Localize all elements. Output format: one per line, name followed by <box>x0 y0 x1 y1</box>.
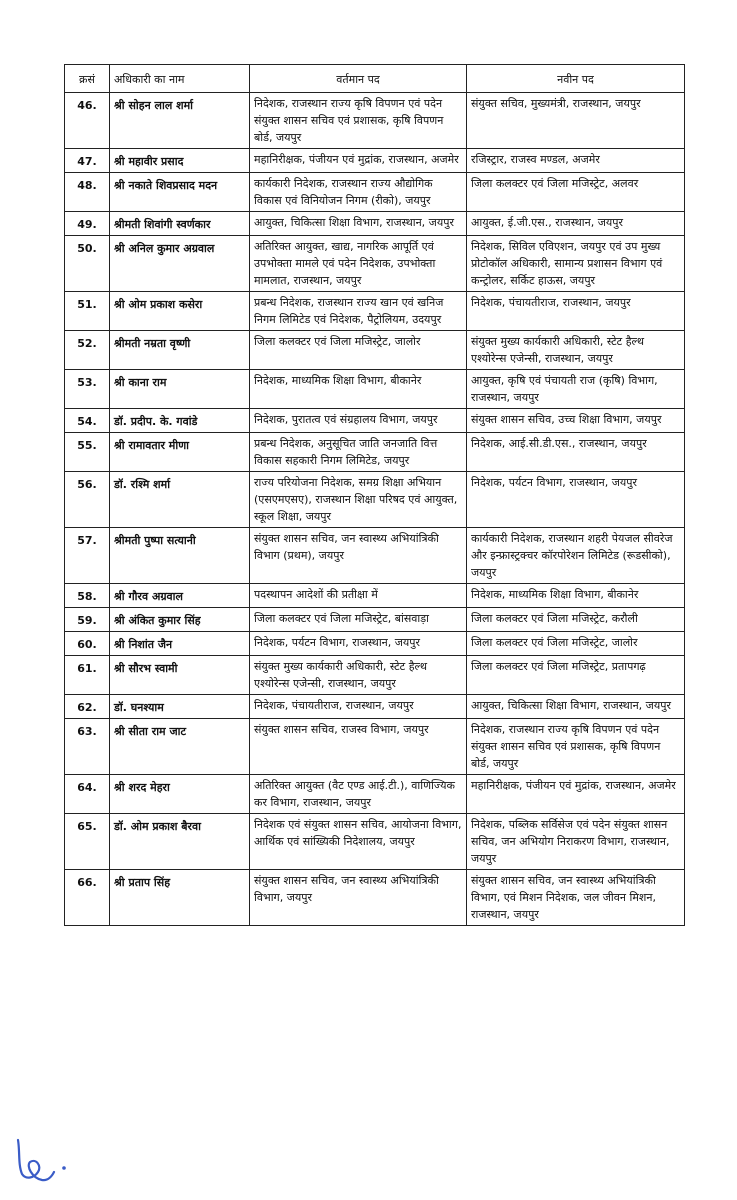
table-row <box>65 656 685 695</box>
header-officer-name: अधिकारी का नाम <box>110 65 250 93</box>
signature-stroke <box>18 1140 54 1180</box>
table-row <box>65 173 685 212</box>
officer-name-cell: श्रीमती नम्रता वृष्णी <box>110 331 250 370</box>
serial-no-cell: 59. <box>65 608 110 632</box>
officer-name-cell: श्री सौरभ स्वामी <box>110 656 250 695</box>
serial-no-cell: 51. <box>65 292 110 331</box>
table-row <box>65 695 685 719</box>
officer-name-cell: श्री सोहन लाल शर्मा <box>110 93 250 149</box>
serial-no-cell: 66. <box>65 870 110 926</box>
current-post-cell: निदेशक, पर्यटन विभाग, राजस्थान, जयपुर <box>250 632 467 656</box>
new-post-cell: निदेशक, माध्यमिक शिक्षा विभाग, बीकानेर <box>467 584 685 608</box>
table-row <box>65 331 685 370</box>
table-row <box>65 775 685 814</box>
table-row <box>65 814 685 870</box>
table-row <box>65 472 685 528</box>
current-post-cell: संयुक्त मुख्य कार्यकारी अधिकारी, स्टेट हैल्थ एश्योरेन्स एजेन्सी, राजस्थान, जयपुर <box>250 656 467 695</box>
officer-name-cell: श्री ओम प्रकाश कसेरा <box>110 292 250 331</box>
current-post-cell: पदस्थापन आदेशों की प्रतीक्षा में <box>250 584 467 608</box>
officer-name-cell: श्री महावीर प्रसाद <box>110 149 250 173</box>
officer-name-cell: श्री शरद मेहरा <box>110 775 250 814</box>
current-post-cell: निदेशक, पुरातत्व एवं संग्रहालय विभाग, जयपुर <box>250 409 467 433</box>
new-post-cell: कार्यकारी निदेशक, राजस्थान शहरी पेयजल सीवरेज और इन्फ्रास्ट्रक्चर कॉरपोरेशन लिमिटेड (रूडसीको), जयपुर <box>467 528 685 584</box>
officer-name-cell: डॉ. ओम प्रकाश बैरवा <box>110 814 250 870</box>
serial-no-cell: 54. <box>65 409 110 433</box>
current-post-cell: अतिरिक्त आयुक्त, खाद्य, नागरिक आपूर्ति एवं उपभोक्ता मामले एवं पदेन निदेशक, उपभोक्ता मामलात, राजस्थान, जयपुर <box>250 236 467 292</box>
officer-name-cell: श्री नकाते शिवप्रसाद मदन <box>110 173 250 212</box>
header-current-post: वर्तमान पद <box>250 65 467 93</box>
serial-no-cell: 53. <box>65 370 110 409</box>
new-post-cell: आयुक्त, चिकित्सा शिक्षा विभाग, राजस्थान, जयपुर <box>467 695 685 719</box>
header-serial-no: क्रसं <box>65 65 110 93</box>
serial-no-cell: 65. <box>65 814 110 870</box>
current-post-cell: राज्य परियोजना निदेशक, समग्र शिक्षा अभियान (एसएमएसए), राजस्थान शिक्षा परिषद एवं आयुक्त, स्कूल शिक्षा, जयपुर <box>250 472 467 528</box>
serial-no-cell: 63. <box>65 719 110 775</box>
new-post-cell: जिला कलक्टर एवं जिला मजिस्ट्रेट, प्रतापगढ़ <box>467 656 685 695</box>
serial-no-cell: 58. <box>65 584 110 608</box>
officer-name-cell: श्री अनिल कुमार अग्रवाल <box>110 236 250 292</box>
table-row <box>65 528 685 584</box>
new-post-cell: जिला कलक्टर एवं जिला मजिस्ट्रेट, करौली <box>467 608 685 632</box>
new-post-cell: आयुक्त, ई.जी.एस., राजस्थान, जयपुर <box>467 212 685 236</box>
signature-mark <box>10 1128 70 1188</box>
transfer-order-table <box>64 64 685 926</box>
serial-no-cell: 62. <box>65 695 110 719</box>
current-post-cell: संयुक्त शासन सचिव, राजस्व विभाग, जयपुर <box>250 719 467 775</box>
new-post-cell: निदेशक, पब्लिक सर्विसेज एवं पदेन संयुक्त शासन सचिव, जन अभियोग निराकरण विभाग, राजस्थान, जयपुर <box>467 814 685 870</box>
serial-no-cell: 55. <box>65 433 110 472</box>
table-row <box>65 608 685 632</box>
new-post-cell: निदेशक, सिविल एविएशन, जयपुर एवं उप मुख्य प्रोटोकॉल अधिकारी, सामान्य प्रशासन विभाग एवं कन्ट्रोलर, सर्किट हाऊस, जयपुर <box>467 236 685 292</box>
table-row <box>65 870 685 926</box>
new-post-cell: निदेशक, राजस्थान राज्य कृषि विपणन एवं पदेन संयुक्त शासन सचिव एवं प्रशासक, कृषि विपणन बोर्ड, जयपुर <box>467 719 685 775</box>
new-post-cell: निदेशक, पंचायतीराज, राजस्थान, जयपुर <box>467 292 685 331</box>
officer-name-cell: डॉ. घनश्याम <box>110 695 250 719</box>
current-post-cell: महानिरीक्षक, पंजीयन एवं मुद्रांक, राजस्थान, अजमेर <box>250 149 467 173</box>
table-row <box>65 409 685 433</box>
new-post-cell: आयुक्त, कृषि एवं पंचायती राज (कृषि) विभाग, राजस्थान, जयपुर <box>467 370 685 409</box>
new-post-cell: संयुक्त सचिव, मुख्यमंत्री, राजस्थान, जयपुर <box>467 93 685 149</box>
table-row <box>65 292 685 331</box>
serial-no-cell: 57. <box>65 528 110 584</box>
serial-no-cell: 52. <box>65 331 110 370</box>
new-post-cell: निदेशक, आई.सी.डी.एस., राजस्थान, जयपुर <box>467 433 685 472</box>
serial-no-cell: 60. <box>65 632 110 656</box>
signature-dot <box>62 1166 66 1170</box>
new-post-cell: संयुक्त शासन सचिव, जन स्वास्थ्य अभियांत्रिकी विभाग, एवं मिशन निदेशक, जल जीवन मिशन, राजस्थान, जयपुर <box>467 870 685 926</box>
officer-name-cell: श्रीमती पुष्पा सत्यानी <box>110 528 250 584</box>
officer-name-cell: डॉ. रश्मि शर्मा <box>110 472 250 528</box>
serial-no-cell: 49. <box>65 212 110 236</box>
officer-name-cell: श्री निशांत जैन <box>110 632 250 656</box>
serial-no-cell: 64. <box>65 775 110 814</box>
current-post-cell: निदेशक, पंचायतीराज, राजस्थान, जयपुर <box>250 695 467 719</box>
current-post-cell: निदेशक एवं संयुक्त शासन सचिव, आयोजना विभाग, आर्थिक एवं सांख्यिकी निदेशालय, जयपुर <box>250 814 467 870</box>
table-row <box>65 236 685 292</box>
table-row <box>65 632 685 656</box>
officer-name-cell: श्री प्रताप सिंह <box>110 870 250 926</box>
serial-no-cell: 61. <box>65 656 110 695</box>
new-post-cell: जिला कलक्टर एवं जिला मजिस्ट्रेट, जालोर <box>467 632 685 656</box>
table-row <box>65 584 685 608</box>
officer-name-cell: श्री सीता राम जाट <box>110 719 250 775</box>
table-row <box>65 149 685 173</box>
current-post-cell: आयुक्त, चिकित्सा शिक्षा विभाग, राजस्थान, जयपुर <box>250 212 467 236</box>
serial-no-cell: 48. <box>65 173 110 212</box>
officer-name-cell: श्री रामावतार मीणा <box>110 433 250 472</box>
current-post-cell: कार्यकारी निदेशक, राजस्थान राज्य औद्योगिक विकास एवं विनियोजन निगम (रीको), जयपुर <box>250 173 467 212</box>
header-new-post: नवीन पद <box>467 65 685 93</box>
officer-name-cell: श्री गौरव अग्रवाल <box>110 584 250 608</box>
new-post-cell: रजिस्ट्रार, राजस्व मण्डल, अजमेर <box>467 149 685 173</box>
current-post-cell: अतिरिक्त आयुक्त (वैट एण्ड आई.टी.), वाणिज्यिक कर विभाग, राजस्थान, जयपुर <box>250 775 467 814</box>
serial-no-cell: 50. <box>65 236 110 292</box>
current-post-cell: प्रबन्ध निदेशक, राजस्थान राज्य खान एवं खनिज निगम लिमिटेड एवं निदेशक, पैट्रोलियम, उदयपुर <box>250 292 467 331</box>
officer-name-cell: श्रीमती शिवांगी स्वर्णकार <box>110 212 250 236</box>
current-post-cell: संयुक्त शासन सचिव, जन स्वास्थ्य अभियांत्रिकी विभाग, जयपुर <box>250 870 467 926</box>
current-post-cell: निदेशक, राजस्थान राज्य कृषि विपणन एवं पदेन संयुक्त शासन सचिव एवं प्रशासक, कृषि विपणन बोर्ड, जयपुर <box>250 93 467 149</box>
current-post-cell: जिला कलक्टर एवं जिला मजिस्ट्रेट, बांसवाड़ा <box>250 608 467 632</box>
table-row <box>65 433 685 472</box>
table-header-row <box>65 65 685 93</box>
current-post-cell: जिला कलक्टर एवं जिला मजिस्ट्रेट, जालोर <box>250 331 467 370</box>
serial-no-cell: 47. <box>65 149 110 173</box>
table-row <box>65 719 685 775</box>
officer-name-cell: श्री काना राम <box>110 370 250 409</box>
new-post-cell: संयुक्त मुख्य कार्यकारी अधिकारी, स्टेट हैल्थ एश्योरेन्स एजेन्सी, राजस्थान, जयपुर <box>467 331 685 370</box>
serial-no-cell: 56. <box>65 472 110 528</box>
new-post-cell: निदेशक, पर्यटन विभाग, राजस्थान, जयपुर <box>467 472 685 528</box>
table-row <box>65 93 685 149</box>
new-post-cell: महानिरीक्षक, पंजीयन एवं मुद्रांक, राजस्थान, अजमेर <box>467 775 685 814</box>
officer-name-cell: श्री अंकित कुमार सिंह <box>110 608 250 632</box>
table-row <box>65 370 685 409</box>
officer-name-cell: डॉ. प्रदीप. के. गवांडे <box>110 409 250 433</box>
new-post-cell: जिला कलक्टर एवं जिला मजिस्ट्रेट, अलवर <box>467 173 685 212</box>
current-post-cell: संयुक्त शासन सचिव, जन स्वास्थ्य अभियांत्रिकी विभाग (प्रथम), जयपुर <box>250 528 467 584</box>
serial-no-cell: 46. <box>65 93 110 149</box>
current-post-cell: निदेशक, माध्यमिक शिक्षा विभाग, बीकानेर <box>250 370 467 409</box>
new-post-cell: संयुक्त शासन सचिव, उच्च शिक्षा विभाग, जयपुर <box>467 409 685 433</box>
current-post-cell: प्रबन्ध निदेशक, अनुसूचित जाति जनजाति वित्त विकास सहकारी निगम लिमिटेड, जयपुर <box>250 433 467 472</box>
table-row <box>65 212 685 236</box>
